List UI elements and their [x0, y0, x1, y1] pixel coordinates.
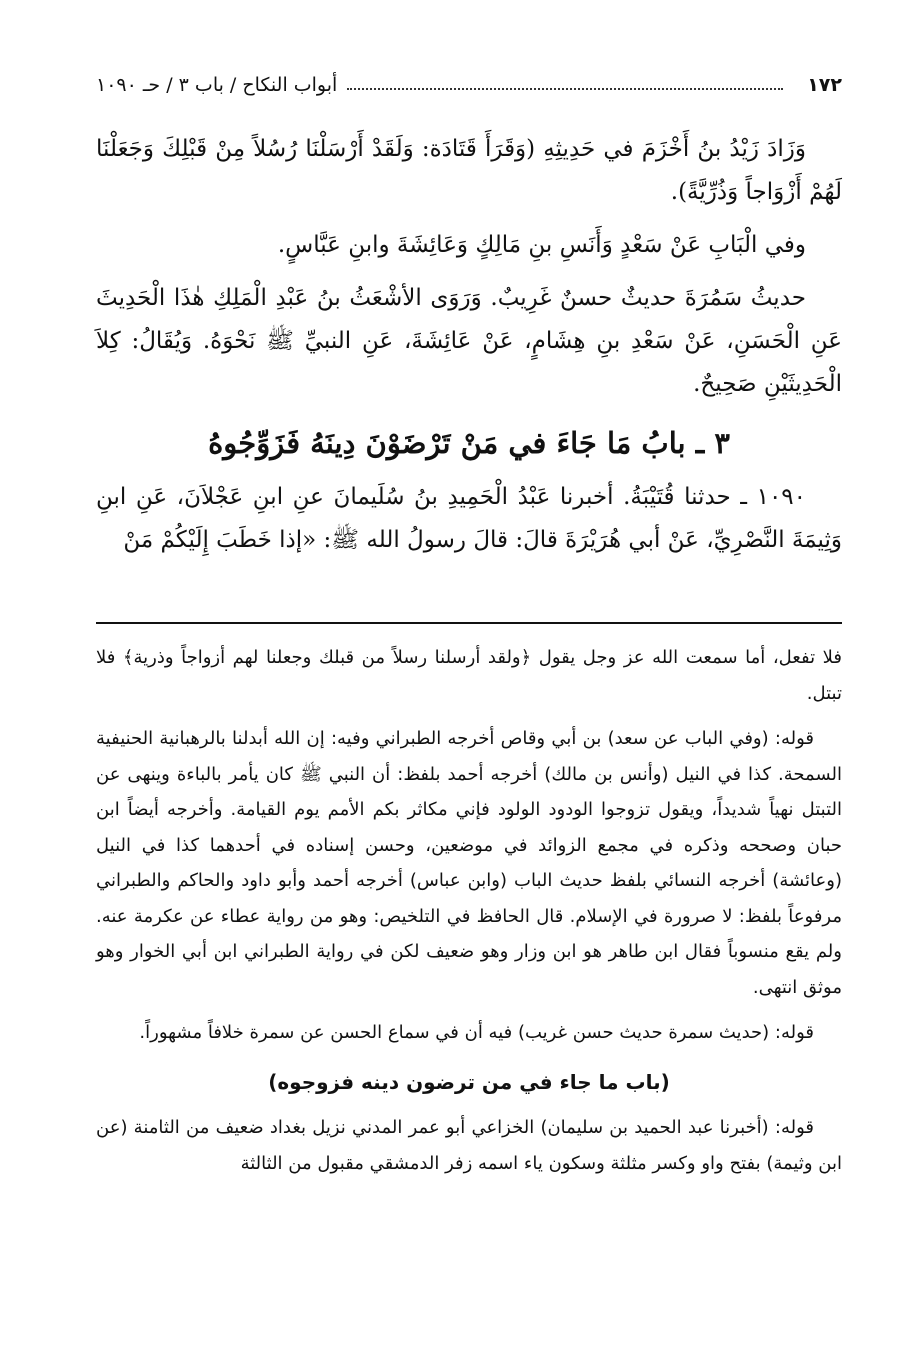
commentary-chapter-heading: (باب ما جاء في من ترضون دينه فزوجوه) [268, 1069, 670, 1094]
commentary-paragraph-1: فلا تفعل، أما سمعت الله عز وجل يقول ﴿ولقد أرسلنا رسلاً من قبلك وجعلنا لهم أزواجاً وذرية﴾ فلا تبتل. [96, 647, 842, 704]
commentary-paragraph-3: قوله: (حديث سمرة حديث حسن غريب) فيه أن في سماع الحسن عن سمرة خلافاً مشهوراً. [139, 1022, 814, 1043]
footnote-separator [96, 622, 842, 624]
main-text [96, 128, 842, 572]
section-reference: أبواب النكاح / باب ٣ / حـ ١٠٩٠ [96, 74, 338, 96]
header-dotted-leader [347, 88, 783, 90]
chapter-heading: ٣ ـ بابُ مَا جَاءَ في مَنْ تَرْضَوْنَ دِينَهُ فَزَوِّجُوهُ [208, 426, 730, 460]
page-number: ١٧٢ [807, 74, 842, 96]
commentary [96, 640, 842, 1191]
main-paragraph-3: حديثُ سَمُرَةَ حديثٌ حسنٌ غَرِيبٌ. وَرَوَى الأشْعَثُ بنُ عَبْدِ الْمَلِكِ هٰذَا الْحَدِيثَ عَنِ الْحَسَنِ، عَنْ سَعْدِ بنِ هِشَامٍ، عَنْ عَائِشَةَ، عَنِ النبيِّ ﷺ نَحْوَهُ. وَيُقَالُ: كِلاَ الْحَدِيثَيْنِ صَحِيحٌ. [96, 285, 842, 397]
running-header [96, 74, 842, 96]
main-paragraph-1: وَزَادَ زَيْدُ بنُ أَخْزَمَ في حَدِيثِهِ (وَقَرَأَ قَتَادَة: وَلَقَدْ أَرْسَلْنَا رُسُلاً مِنْ قَبْلِكَ وَجَعَلْنَا لَهُمْ أَزْوَاجاً وَذُرِّيَّةً). [96, 136, 842, 205]
commentary-paragraph-4: قوله: (أخبرنا عبد الحميد بن سليمان) الخزاعي أبو عمر المدني نزيل بغداد ضعيف من الثامنة (عن ابن وثيمة) بفتح واو وكسر مثلثة وسكون ياء اسمه زفر الدمشقي مقبول من الثالثة [96, 1117, 842, 1174]
main-paragraph-2: وفي الْبَابِ عَنْ سَعْدٍ وَأَنَسِ بنِ مَالِكٍ وَعَائِشَةَ وابنِ عَبَّاسٍ. [277, 232, 806, 258]
commentary-paragraph-2: قوله: (وفي الباب عن سعد) بن أبي وقاص أخرجه الطبراني وفيه: إن الله أبدلنا بالرهبانية الحنيفية السمحة. كذا في النيل (وأنس بن مالك) أخرجه أحمد بلفظ: أن النبي ﷺ كان يأمر بالباءة وينهى عن التبتل نهياً شديداً، ويقول تزوجوا الودود الولود فإني مكاثر بكم الأمم يوم القيامة. وأخرجه أيضاً ابن حبان وصححه وذكره في مجمع الزوائد في موضعين، وحسن إسناده في أحدهما كذا في النيل (وعائشة) أخرجه النسائي بلفظ حديث الباب (وابن عباس) أخرجه أحمد وأبو داود والحاكم والطبراني مرفوعاً بلفظ: لا صرورة في الإسلام. قال الحافظ في التلخيص: وهو من رواية عطاء عن عكرمة عنه. ولم يقع منسوباً فقال ابن طاهر هو ابن وزار وهو ضعيف لكن في رواية الطبراني ابن أبي الخوار وهو موثق انتهى. [96, 728, 842, 998]
hadith-1090: ١٠٩٠ ـ حدثنا قُتَيْبَةُ. أخبرنا عَبْدُ الْحَمِيدِ بنُ سُلَيمانَ عنِ ابنِ عَجْلاَنَ، عَنِ ابنِ وَثِيمَةَ النَّصْرِيِّ، عَنْ أبي هُرَيْرَةَ قالَ: قالَ رسولُ الله ﷺ: «إذا خَطَبَ إِلَيْكُمْ مَنْ [96, 484, 842, 553]
